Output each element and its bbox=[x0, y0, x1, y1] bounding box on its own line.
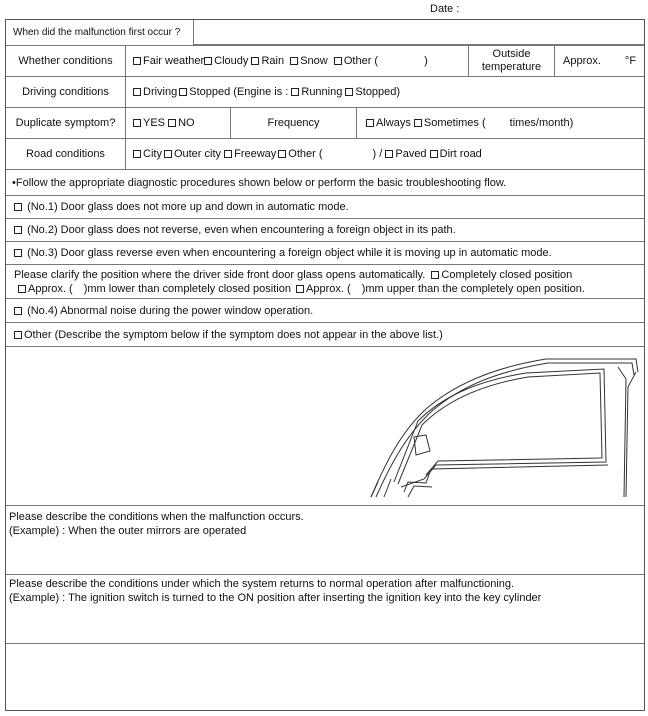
upper-text: )mm upper than the completely open position. bbox=[361, 283, 585, 295]
times-label: times/month) bbox=[509, 117, 574, 129]
row-no4 bbox=[6, 299, 644, 323]
row-other bbox=[6, 323, 644, 347]
option-stopped2: Stopped) bbox=[355, 86, 401, 98]
option-other-road: Other ( bbox=[288, 148, 323, 160]
option-fair: Fair weather bbox=[143, 55, 205, 67]
diagnostic-form bbox=[5, 19, 645, 711]
option-snow: Snow bbox=[300, 55, 328, 67]
blank-notes-area[interactable] bbox=[6, 644, 644, 710]
option-city: City bbox=[143, 148, 162, 160]
malfunction-field[interactable] bbox=[194, 20, 644, 45]
checkbox-no2[interactable] bbox=[14, 226, 22, 234]
checkbox-rain[interactable] bbox=[251, 57, 259, 65]
frequency-options bbox=[357, 108, 644, 138]
checkbox-other-weather[interactable] bbox=[334, 57, 342, 65]
option-cloudy: Cloudy bbox=[214, 55, 249, 67]
option-other-close: ) bbox=[424, 55, 428, 67]
frequency-label: Frequency bbox=[231, 108, 357, 138]
checkbox-other-road[interactable] bbox=[278, 150, 286, 158]
checkbox-always[interactable] bbox=[366, 119, 374, 127]
approx-label: Approx. bbox=[563, 55, 601, 67]
checkbox-paved[interactable] bbox=[385, 150, 393, 158]
completely-closed-label: Completely closed position bbox=[441, 269, 573, 281]
checkbox-completely-closed[interactable] bbox=[431, 271, 439, 279]
item-no2: (No.2) Door glass does not reverse, even when encountering a foreign object in its path. bbox=[27, 224, 456, 236]
checkbox-cloudy[interactable] bbox=[204, 57, 212, 65]
describe1-example: (Example) : When the outer mirrors are operated bbox=[9, 525, 247, 537]
checkbox-no[interactable] bbox=[168, 119, 176, 127]
option-sometimes: Sometimes ( bbox=[423, 117, 486, 129]
temp-field[interactable] bbox=[555, 46, 644, 76]
road-close: ) / bbox=[372, 148, 383, 160]
approx-upper-label: Approx. ( bbox=[306, 283, 351, 295]
row-describe-conditions[interactable] bbox=[6, 506, 644, 575]
item-no4: (No.4) Abnormal noise during the power window operation. bbox=[27, 305, 314, 317]
item-no1: (No.1) Door glass does not more up and down in automatic mode. bbox=[27, 201, 349, 213]
weather-options bbox=[126, 46, 469, 76]
option-running: Running bbox=[301, 86, 343, 98]
checkbox-approx-lower[interactable] bbox=[18, 285, 26, 293]
row-no3 bbox=[6, 242, 644, 265]
checkbox-no4[interactable] bbox=[14, 307, 22, 315]
driving-options bbox=[126, 77, 644, 107]
option-no: NO bbox=[178, 117, 195, 129]
malfunction-label: When did the malfunction first occur ? bbox=[6, 20, 194, 45]
door-glass-diagram bbox=[6, 347, 644, 506]
checkbox-no3[interactable] bbox=[14, 249, 22, 257]
checkbox-city[interactable] bbox=[133, 150, 141, 158]
checkbox-driving[interactable] bbox=[133, 88, 141, 96]
checkbox-freeway[interactable] bbox=[224, 150, 232, 158]
row-driving bbox=[6, 77, 644, 108]
item-other: Other (Describe the symptom below if the symptom does not appear in the above list.) bbox=[24, 329, 443, 341]
row-clarify bbox=[6, 265, 644, 299]
row-no1 bbox=[6, 196, 644, 219]
item-no3: (No.3) Door glass reverse even when encountering a foreign object while it is moving up in automatic mode. bbox=[27, 247, 552, 259]
yes-no bbox=[126, 108, 231, 138]
option-always: Always bbox=[376, 117, 411, 129]
road-label: Road conditions bbox=[6, 139, 126, 169]
engine-label: (Engine is : bbox=[233, 86, 289, 98]
instruction-text: •Follow the appropriate diagnostic procedures shown below or perform the basic troubleshooting flow. bbox=[12, 177, 507, 189]
road-options bbox=[126, 139, 644, 169]
checkbox-stopped2[interactable] bbox=[345, 88, 353, 96]
row-no2 bbox=[6, 219, 644, 242]
describe2-example: (Example) : The ignition switch is turned to the ON position after inserting the ignition key into the key cylinder bbox=[9, 592, 542, 604]
checkbox-other[interactable] bbox=[14, 331, 22, 339]
weather-label: Whether conditions bbox=[6, 46, 126, 76]
row-road bbox=[6, 139, 644, 170]
describe2-line1: Please describe the conditions under which the system returns to normal operation after malfunctioning. bbox=[9, 578, 515, 590]
checkbox-approx-upper[interactable] bbox=[296, 285, 304, 293]
option-paved: Paved bbox=[395, 148, 427, 160]
option-yes: YES bbox=[143, 117, 166, 129]
driving-label: Driving conditions bbox=[6, 77, 126, 107]
unit-label: °F bbox=[624, 55, 637, 67]
checkbox-snow[interactable] bbox=[290, 57, 298, 65]
checkbox-stopped[interactable] bbox=[179, 88, 187, 96]
row-duplicate bbox=[6, 108, 644, 139]
describe1-line1: Please describe the conditions when the malfunction occurs. bbox=[9, 511, 304, 523]
checkbox-outer-city[interactable] bbox=[164, 150, 172, 158]
outside-temp-label: Outside temperature bbox=[469, 46, 555, 76]
option-outer-city: Outer city bbox=[173, 148, 222, 160]
approx-lower-label: Approx. ( bbox=[28, 283, 73, 295]
option-dirt: Dirt road bbox=[439, 148, 482, 160]
row-instruction bbox=[6, 170, 644, 196]
duplicate-label: Duplicate symptom? bbox=[6, 108, 126, 138]
checkbox-fair[interactable] bbox=[133, 57, 141, 65]
clarify-text: Please clarify the position where the driver side front door glass opens automatically. bbox=[14, 269, 426, 281]
lower-text: )mm lower than completely closed position bbox=[83, 283, 291, 295]
checkbox-running[interactable] bbox=[291, 88, 299, 96]
date-label: Date : bbox=[430, 3, 460, 15]
checkbox-no1[interactable] bbox=[14, 203, 22, 211]
option-other: Other ( bbox=[343, 55, 379, 67]
checkbox-dirt[interactable] bbox=[430, 150, 438, 158]
checkbox-yes[interactable] bbox=[133, 119, 141, 127]
row-weather bbox=[6, 46, 644, 77]
option-rain: Rain bbox=[261, 55, 285, 67]
row-describe-recovery[interactable] bbox=[6, 575, 644, 644]
row-malfunction bbox=[6, 20, 644, 46]
option-stopped: Stopped bbox=[189, 86, 231, 98]
checkbox-sometimes[interactable] bbox=[414, 119, 422, 127]
option-freeway: Freeway bbox=[234, 148, 277, 160]
drawing-area[interactable] bbox=[6, 347, 644, 506]
option-driving: Driving bbox=[143, 86, 178, 98]
